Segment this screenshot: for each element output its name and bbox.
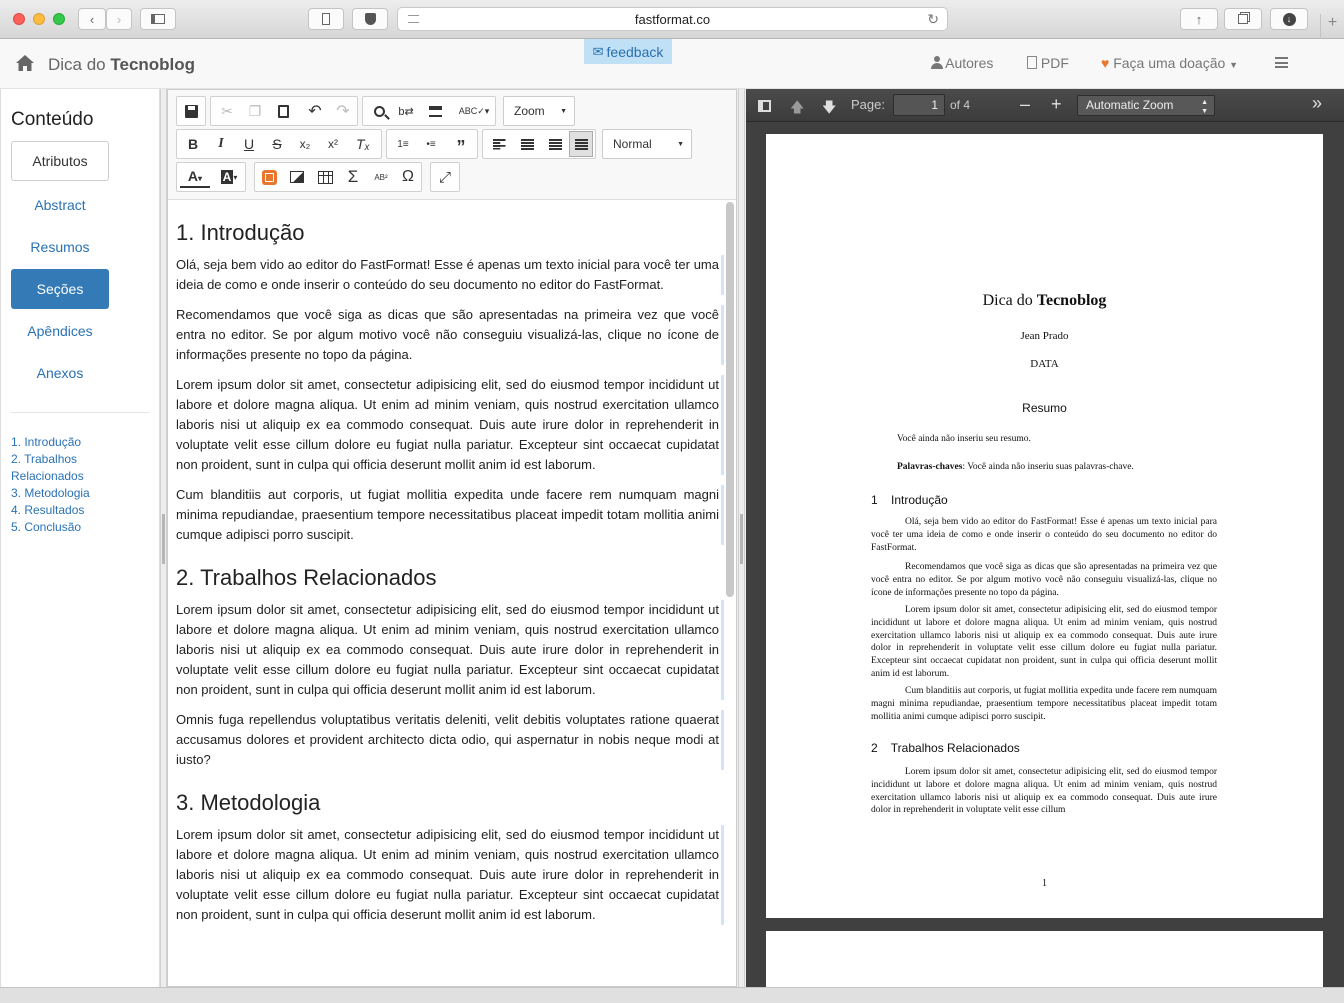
paragraph: Omnis fuga repellendus voluptatibus veritatis deleniti, velit debitis voluptates ratione quaerat accusamus dolores et provident architecto dicta odio, qui aspernatur in nobis neque modi at iusto? (176, 710, 724, 770)
pdf-paragraph: Olá, seja bem vido ao editor do FastFormat! Esse é apenas um texto inicial para você ter uma ideia de como e onde inserir o conteúdo do seu documento no editor do FastFormat. (871, 517, 1217, 553)
hamburger-menu-icon[interactable] (1275, 57, 1288, 68)
align-center-icon (521, 139, 534, 150)
back-button[interactable] (78, 8, 106, 30)
section-heading: 3. Metodologia (176, 790, 321, 815)
align-justify-button[interactable] (569, 131, 593, 157)
app-navbar (0, 39, 1344, 89)
pdf-zoom-select[interactable] (1077, 95, 1215, 116)
paste-button[interactable] (271, 100, 295, 122)
share-button[interactable] (1180, 8, 1218, 30)
align-right-icon (549, 139, 562, 150)
donate-label: Faça uma doação (1113, 55, 1226, 71)
url-text: fastformat.co (634, 11, 711, 27)
align-left-icon (493, 139, 506, 150)
toolbar-group-colors (176, 162, 246, 192)
format-select-label: Normal (613, 137, 652, 151)
close-window-button[interactable] (13, 13, 25, 25)
sidebar-item-secoes[interactable]: Seções (11, 269, 109, 309)
undo-button[interactable] (303, 100, 327, 122)
paragraph: Recomendamos que você siga as dicas que são apresentadas na primeira vez que você entra no editor. Se por algum motivo você não conseguiu visualizá-las, clique no ícone de informações presente no topo da página. (176, 305, 724, 365)
insert-table-button[interactable] (313, 166, 337, 188)
text-color-icon: A▾ (187, 168, 203, 184)
copy-icon: ❐ (248, 102, 262, 119)
address-bar[interactable] (397, 7, 948, 31)
right-splitter[interactable] (738, 89, 745, 987)
authors-label: Autores (945, 55, 994, 71)
align-left-button[interactable] (487, 133, 511, 155)
minus-icon: – (1020, 94, 1031, 114)
find-button[interactable] (367, 100, 391, 122)
toc-item-resultados[interactable]: 4. Resultados (11, 503, 85, 517)
align-right-button[interactable] (543, 133, 567, 155)
sidebar-heading: Conteúdo (11, 109, 94, 130)
chevron-left-icon: ‹ (89, 11, 95, 27)
sigma-icon: Σ (347, 167, 359, 186)
superscript-button[interactable] (321, 133, 345, 155)
content-sidebar (0, 89, 160, 987)
section-heading: 2. Trabalhos Relacionados (176, 565, 437, 590)
italic-icon: I (218, 136, 224, 151)
insert-equation-button[interactable] (341, 166, 365, 188)
caret-down-icon: ▼ (1229, 60, 1239, 70)
toolbar-group-file (176, 96, 206, 126)
redo-button[interactable] (331, 100, 355, 122)
pdf-keywords-label: Palavras-chaves (897, 462, 963, 472)
numbered-list-button[interactable] (391, 133, 415, 155)
sidebar-divider (11, 412, 149, 413)
forward-button[interactable] (106, 8, 132, 30)
reader-lines-icon (408, 15, 419, 23)
browser-chrome (0, 0, 1344, 39)
pdf-tools-toggle[interactable] (1312, 93, 1322, 114)
background-color-icon: A (222, 170, 232, 184)
clipboard-icon (278, 105, 289, 118)
bold-button[interactable] (181, 133, 205, 155)
caret-down-icon: ▼ (560, 107, 567, 115)
downloads-button[interactable] (1270, 8, 1308, 30)
pdf-next-page[interactable] (822, 97, 836, 121)
privacy-button[interactable] (352, 8, 388, 30)
replace-button[interactable] (394, 100, 418, 122)
editor-scrollbar[interactable] (726, 202, 734, 597)
pdf-paragraph: Lorem ipsum dolor sit amet, consectetur adipisicing elit, sed do eiusmod tempor incididunt ut labore et dolore magna aliqua. Ut enim ad minim veniam, quis nostrud exercitation ullamco laboris nisi ut aliquip ex ea commodo consequat. Duis aute irure dolor in reprehenderit in voluptate velit esse cillum dolore eu fugiat nulla pariatur. Excepteur sint occaecat cupidatat non proident, sunt in culpa qui officia deserunt mollit anim id est laborum. (871, 605, 1217, 679)
scissors-icon: ✂ (221, 102, 233, 119)
brand-prefix: Dica do (48, 55, 111, 74)
select-all-icon (429, 106, 442, 117)
citation-button[interactable] (257, 166, 281, 188)
abbreviation-icon: AB² (374, 172, 388, 182)
strikethrough-button[interactable] (265, 133, 289, 155)
toc-item-metodologia[interactable]: 3. Metodologia (11, 486, 90, 500)
pdf-date: DATA (1030, 358, 1059, 370)
replace-icon: b⇄ (398, 105, 414, 118)
paragraph: Olá, seja bem vido ao editor do FastFormat! Esse é apenas um texto inicial para você ter uma ideia de como e onde inserir o conteúdo do seu documento no editor do FastFormat. (176, 255, 724, 295)
tabs-icon (1238, 14, 1248, 24)
paragraph: Cum blanditiis aut corporis, ut fugiat mollitia expedita unde facere rem numquam magni minima repudiandae, praesentium tempore necessitatibus placeat impedit totam mollitia animi cumque adipisci porro suscipit. (176, 485, 724, 545)
sidebar-item-apendices[interactable]: Apêndices (27, 323, 93, 339)
arrow-up-icon: 🡅 (790, 99, 805, 115)
feedback-label: feedback (606, 43, 664, 60)
copy-button[interactable] (243, 100, 267, 122)
pdf-page-total: of 4 (950, 98, 971, 112)
undo-icon: ↶ (308, 103, 322, 120)
file-icon (1027, 56, 1037, 69)
chevron-right-icon: › (116, 11, 122, 27)
section-heading: 1. Introdução (176, 220, 305, 245)
caret-down-icon: ▼ (677, 140, 684, 148)
spellcheck-icon: ABC✓▾ (458, 105, 490, 116)
toolbar-group-align (482, 129, 596, 159)
toc-item-trabalhos[interactable]: 2. Trabalhos Relacionados (11, 452, 84, 483)
download-icon: ↓ (1283, 13, 1296, 26)
editor-content[interactable] (176, 200, 724, 986)
pdf-sidebar-toggle[interactable] (758, 99, 771, 115)
cut-button[interactable] (215, 100, 239, 122)
pdf-zoom-out[interactable] (1020, 94, 1030, 115)
subscript-icon: x₂ (299, 137, 311, 151)
insert-image-button[interactable] (285, 166, 309, 188)
quote-icon: ” (456, 136, 466, 157)
pdf-page-label: Page: (851, 97, 885, 112)
text-color-button[interactable] (180, 166, 210, 188)
brand-title[interactable] (48, 55, 195, 75)
pdf-prev-page[interactable] (790, 97, 804, 121)
remove-format-button[interactable] (351, 133, 375, 155)
home-icon[interactable] (15, 54, 35, 72)
plus-icon: + (1327, 14, 1338, 31)
splitter-grip[interactable] (162, 514, 165, 564)
sidebar-icon (758, 100, 771, 112)
maximize-button[interactable] (433, 166, 457, 188)
user-icon (931, 56, 942, 69)
sidebar-item-abstract[interactable]: Abstract (34, 197, 86, 213)
toolbar-group-search (362, 96, 496, 126)
pdf-title-prefix: Dica do (982, 292, 1037, 309)
left-splitter[interactable] (160, 89, 167, 987)
pdf-section-heading: 2 Trabalhos Relacionados (871, 741, 1020, 755)
redo-icon: ↷ (336, 103, 350, 120)
pdf-page (766, 931, 1323, 987)
pdf-viewer (746, 89, 1344, 987)
editor-toolbar (168, 90, 736, 200)
bullet-list-icon: •≡ (426, 138, 436, 150)
maximize-window-button[interactable] (53, 13, 65, 25)
heart-icon: ♥ (1101, 55, 1110, 71)
updown-icon: ▲ ▼ (1201, 99, 1208, 115)
align-justify-icon (575, 139, 588, 150)
pdf-toolbar (746, 89, 1344, 122)
toolbar-group-clipboard (210, 96, 358, 126)
pdf-zoom-in[interactable] (1051, 94, 1062, 115)
pdf-paragraph: Lorem ipsum dolor sit amet, consectetur adipisicing elit, sed do eiusmod tempor incididunt ut labore et dolore magna aliqua. Ut enim ad minim veniam, quis nostrud exercitation ullamco laboris nisi ut aliquip ex ea commodo consequat. Duis aute irure dolor in reprehenderit in voluptate velit esse cillum (871, 767, 1217, 816)
sidebar-item-anexos[interactable]: Anexos (36, 365, 84, 381)
toc-item-conclusao[interactable]: 5. Conclusão (11, 520, 82, 534)
toc-item-introducao[interactable]: 1. Introdução (11, 435, 82, 449)
browser-statusbar (0, 987, 1344, 1003)
clear-format-icon: Tₓ (356, 136, 370, 152)
splitter-grip[interactable] (740, 514, 743, 564)
subscript-button[interactable] (293, 133, 317, 155)
save-button[interactable] (179, 100, 203, 122)
bold-icon: B (187, 136, 199, 152)
select-all-button[interactable] (423, 100, 447, 122)
pdf-keywords (897, 462, 1134, 472)
brand-bold: Tecnoblog (110, 55, 196, 74)
floppy-icon (185, 105, 198, 118)
pdf-paragraph: Cum blanditiis aut corporis, ut fugiat mollitia expedita unde facere rem numquam magni minima repudiandae, praesentium tempore necessitatibus placeat impedit totam mollitia animi cumque adipisci porro suscipit. (871, 686, 1217, 722)
nav-pdf-link[interactable] (1027, 55, 1069, 71)
paragraph: Lorem ipsum dolor sit amet, consectetur adipisicing elit, sed do eiusmod tempor incididunt ut labore et dolore magna aliqua. Ut enim ad minim veniam, quis nostrud exercitation ullamco laboris nisi ut aliquip ex ea commodo consequat. Duis aute irure dolor in reprehenderit in voluptate velit esse cillum dolore eu fugiat nulla pariatur. Excepteur sint occaecat cupidatat non proident, sunt in culpa qui officia deserunt mollit anim id est laborum. (176, 375, 724, 475)
pdf-page-input[interactable]: 1 (893, 94, 945, 116)
shield-icon (365, 13, 376, 25)
sidebar-toggle-button[interactable] (140, 8, 176, 30)
abbreviation-button[interactable] (369, 166, 393, 188)
underline-button[interactable] (237, 133, 261, 155)
toolbar-group-lists (386, 129, 478, 159)
pdf-section-heading: 1 Introdução (871, 493, 948, 507)
nav-authors-link[interactable] (931, 55, 993, 71)
citation-icon (262, 170, 277, 185)
pdf-page-number: 1 (1042, 878, 1047, 889)
pdf-doc-title (766, 292, 1323, 310)
zoom-select[interactable] (503, 96, 575, 126)
zoom-select-label: Zoom (514, 104, 545, 118)
sidebar-item-resumos[interactable]: Resumos (30, 239, 90, 255)
pdf-label: PDF (1040, 55, 1069, 71)
pdf-title-bold: Tecnoblog (1036, 292, 1107, 309)
nav-donate-dropdown[interactable] (1101, 55, 1238, 71)
arrow-down-icon: 🡇 (822, 99, 837, 115)
omega-icon: Ω (402, 168, 414, 185)
reader-button[interactable] (308, 8, 344, 30)
feedback-button[interactable] (584, 39, 672, 64)
envelope-icon: ✉ (592, 43, 604, 59)
sidebar-icon (151, 14, 165, 24)
double-chevron-icon: » (1312, 93, 1323, 113)
paragraph: Lorem ipsum dolor sit amet, consectetur adipisicing elit, sed do eiusmod tempor incididunt ut labore et dolore magna aliqua. Ut enim ad minim veniam, quis nostrud exercitation ullamco laboris nisi ut aliquip ex ea commodo consequat. Duis aute irure dolor in reprehenderit in voluptate velit esse cillum dolore eu fugiat nulla pariatur. Excepteur sint occaecat cupidatat non proident, sunt in culpa qui officia deserunt mollit anim id est laborum. (176, 600, 724, 700)
spellcheck-button[interactable] (457, 100, 491, 122)
plus-icon: + (1051, 94, 1062, 114)
image-icon (290, 171, 304, 183)
blockquote-button[interactable] (449, 133, 473, 155)
pdf-author: Jean Prado (1020, 330, 1069, 342)
document-icon (322, 13, 330, 25)
toolbar-group-insert (254, 162, 422, 192)
pdf-abstract-text: Você ainda não inseriu seu resumo. (897, 434, 1031, 444)
bulleted-list-button[interactable] (419, 133, 443, 155)
special-char-button[interactable] (396, 166, 420, 188)
minimize-window-button[interactable] (33, 13, 45, 25)
table-icon (318, 171, 333, 184)
pdf-page (766, 134, 1323, 918)
paragraph: Lorem ipsum dolor sit amet, consectetur adipisicing elit, sed do eiusmod tempor incididunt ut labore et dolore magna aliqua. Ut enim ad minim veniam, quis nostrud exercitation ullamco laboris nisi ut aliquip ex ea commodo consequat. Duis aute irure dolor in reprehenderit in voluptate velit esse cillum dolore eu fugiat nulla pariatur. Excepteur sint occaecat cupidatat non proident, sunt in culpa qui officia deserunt mollit anim id est laborum. (176, 825, 724, 925)
new-tab-button[interactable] (1320, 14, 1344, 39)
toolbar-group-basicstyles (176, 129, 382, 159)
format-select[interactable] (602, 129, 692, 159)
share-icon: ↑ (1195, 11, 1203, 27)
numbered-list-icon: 1≡ (397, 138, 409, 150)
italic-button[interactable] (209, 133, 233, 155)
pdf-paragraph: Recomendamos que você siga as dicas que são apresentadas na primeira vez que você entra no editor. Se por algum motivo você não conseguiu visualizá-las, clique no ícone de informações presente no topo da página. (871, 562, 1217, 598)
pdf-zoom-label: Automatic Zoom (1086, 98, 1174, 112)
underline-icon: U (243, 136, 255, 152)
sidebar-item-atributos[interactable]: Atributos (11, 141, 109, 181)
pdf-keywords-text: : Você ainda não inseriu suas palavras-chave. (962, 462, 1134, 472)
strike-icon: S (272, 136, 282, 152)
expand-icon: ⤢ (438, 168, 451, 186)
tabs-button[interactable] (1224, 8, 1262, 30)
rich-text-editor (167, 89, 737, 987)
magnifier-icon (374, 106, 385, 117)
superscript-icon: x² (328, 137, 338, 151)
reload-icon: ↻ (927, 11, 939, 27)
pdf-abstract-heading: Resumo (1022, 401, 1067, 415)
background-color-button[interactable]: A ▾ (222, 170, 238, 184)
toolbar-group-tools (430, 162, 460, 192)
align-center-button[interactable] (515, 133, 539, 155)
